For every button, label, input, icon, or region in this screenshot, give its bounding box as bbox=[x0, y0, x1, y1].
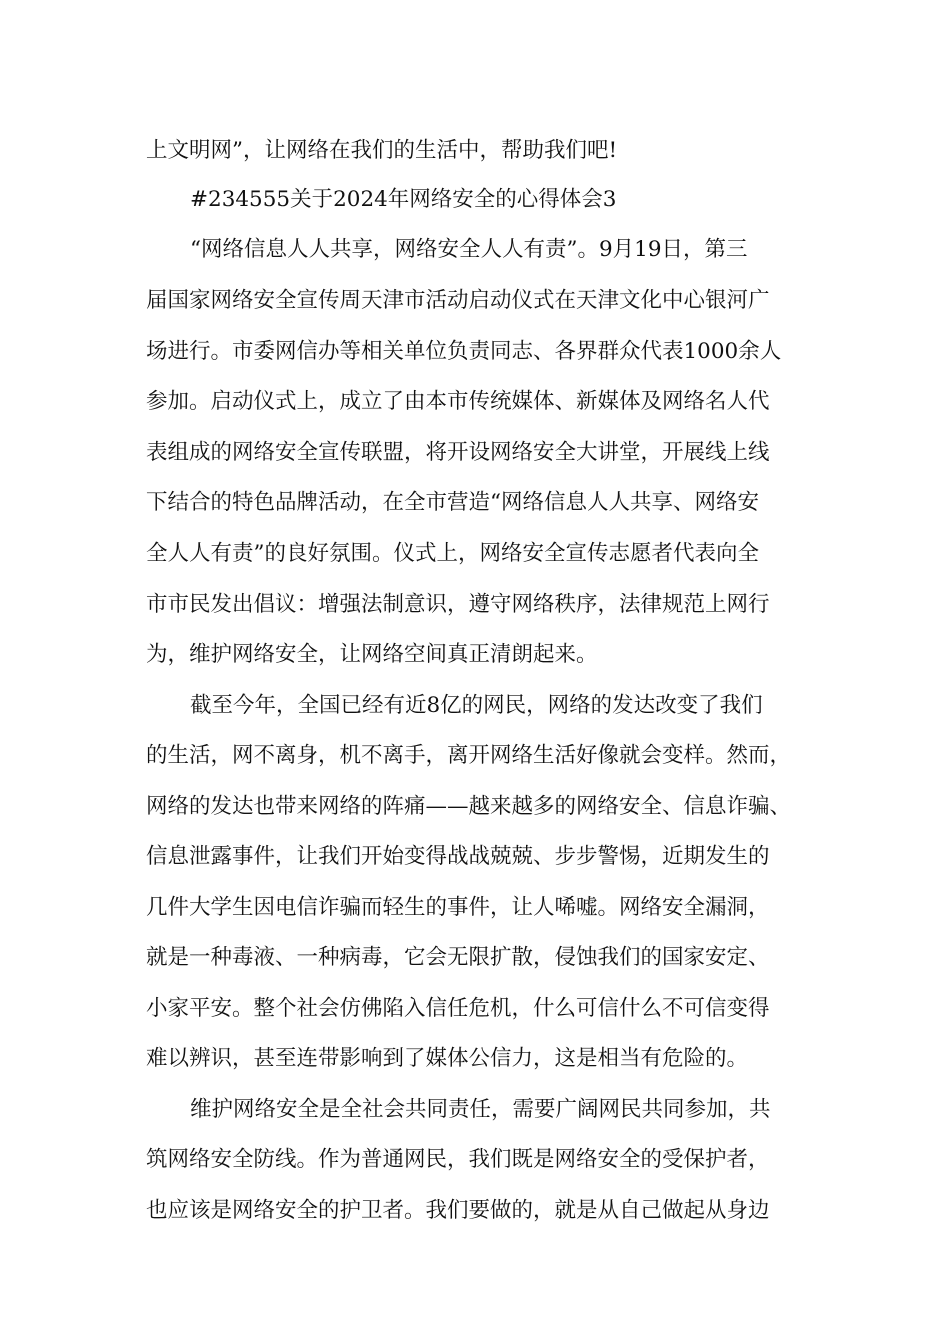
text-line: 为，维护网络安全，让网络空间真正清朗起来。 bbox=[146, 642, 598, 667]
text-line: 届国家网络安全宣传周天津市活动启动仪式在天津文化中心银河广 bbox=[146, 288, 770, 313]
text-line: 上文明网”，让网络在我们的生活中，帮助我们吧! bbox=[146, 138, 618, 163]
text-line: 的生活，网不离身，机不离手，离开网络生活好像就会变样。然而， bbox=[146, 743, 792, 768]
text-line: 筑网络安全防线。作为普通网民，我们既是网络安全的受保护者， bbox=[146, 1147, 770, 1172]
text-line: 全人人有责”的良好氛围。仪式上，网络安全宣传志愿者代表向全 bbox=[146, 541, 759, 566]
text-line: 维护网络安全是全社会共同责任，需要广阔网民共同参加，共 bbox=[190, 1097, 771, 1122]
text-line: 参加。启动仪式上，成立了由本市传统媒体、新媒体及网络名人代 bbox=[146, 389, 770, 414]
text-line: 网络的发达也带来网络的阵痛——越来越多的网络安全、信息诈骗、 bbox=[146, 794, 792, 819]
text-line: 小家平安。整个社会仿佛陷入信任危机，什么可信什么不可信变得 bbox=[146, 996, 770, 1021]
text-line: 市市民发出倡议：增强法制意识，遵守网络秩序，法律规范上网行 bbox=[146, 592, 770, 617]
text-line: 几件大学生因电信诈骗而轻生的事件，让人唏嘘。网络安全漏洞， bbox=[146, 895, 770, 920]
text-line: 信息泄露事件，让我们开始变得战战兢兢、步步警惕，近期发生的 bbox=[146, 844, 770, 869]
text-line: 截至今年，全国已经有近8亿的网民，网络的发达改变了我们 bbox=[190, 693, 763, 718]
text-line: “网络信息人人共享，网络安全人人有责”。9月19日，第三 bbox=[190, 237, 748, 262]
text-line: 表组成的网络安全宣传联盟，将开设网络安全大讲堂，开展线上线 bbox=[146, 440, 770, 465]
text-line: 场进行。市委网信办等相关单位负责同志、各界群众代表1000余人 bbox=[146, 339, 782, 364]
text-line: 也应该是网络安全的护卫者。我们要做的，就是从自己做起从身边 bbox=[146, 1198, 770, 1223]
section-heading: #234555关于2024年网络安全的心得体会3 bbox=[190, 187, 617, 212]
text-line: 就是一种毒液、一种病毒，它会无限扩散，侵蚀我们的国家安定、 bbox=[146, 945, 770, 970]
text-line: 下结合的特色品牌活动，在全市营造“网络信息人人共享、网络安 bbox=[146, 490, 759, 515]
text-line: 难以辨识，甚至连带影响到了媒体公信力，这是相当有危险的。 bbox=[146, 1046, 749, 1071]
